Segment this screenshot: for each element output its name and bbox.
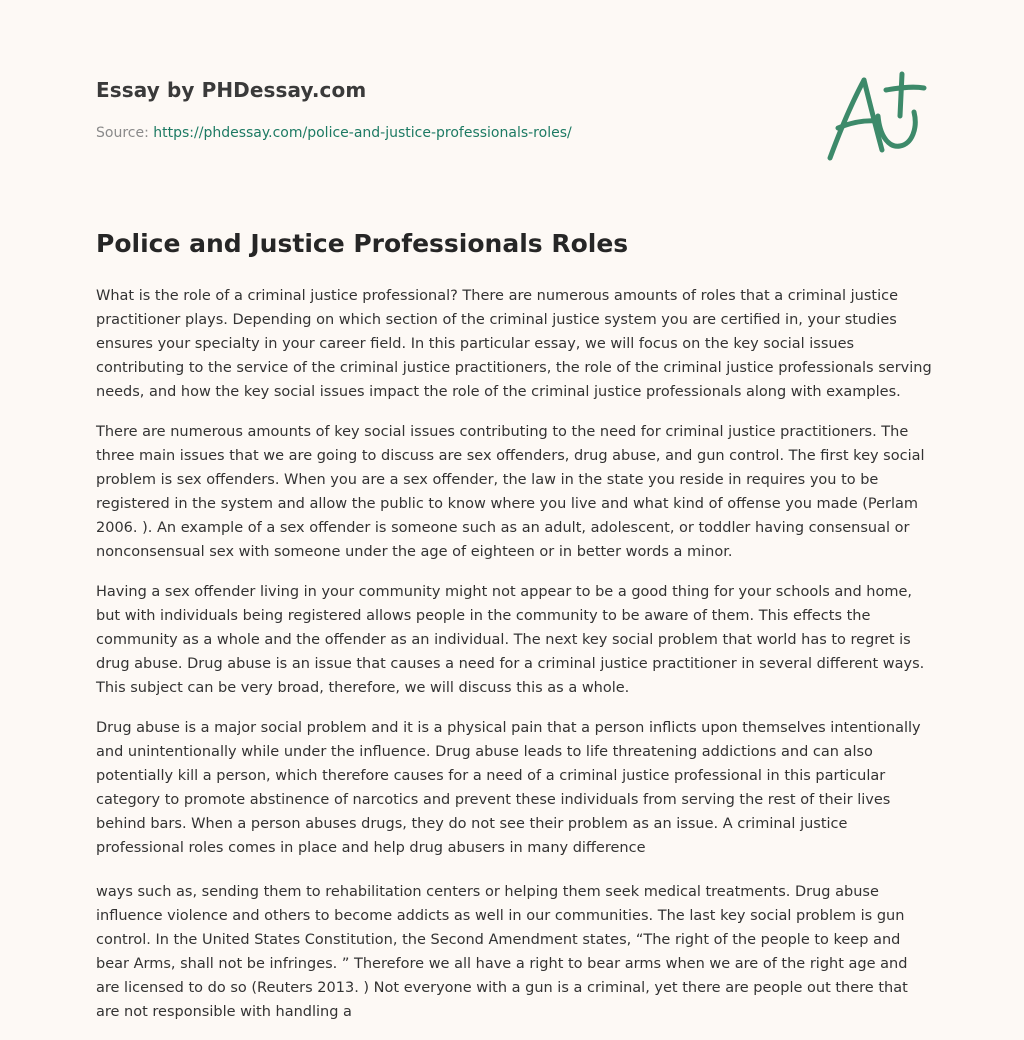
essay-paragraph: What is the role of a criminal justice professional? There are numerous amounts of roles that a criminal justice practitioner plays. Depending on which section of the criminal justice system you are certified in, your studies ensures your specialty in your career field. In this particular essay, we will focus on the key social issues contributing to the service of the criminal justice practitioners, the role of the criminal justice professionals serving needs, and how the key social issues impact the role of the criminal justice professionals along with examples. [96, 288, 932, 400]
source-line [96, 124, 572, 142]
a-plus-logo-icon [820, 66, 930, 166]
essay-paragraph: Having a sex offender living in your community might not appear to be a good thing for your schools and home, but with individuals being registered allows people in the community to be aware of them. This effects the community as a whole and the offender as an individual. The next key social problem that world has to regret is drug abuse. Drug abuse is an issue that causes a need for a criminal justice practitioner in several different ways. This subject can be very broad, therefore, we will discuss this as a whole. [96, 584, 925, 696]
essay-paragraph: Drug abuse is a major social problem and it is a physical pain that a person inflicts upon themselves intentionally and unintentionally while under the influence. Drug abuse leads to life threatening addictions and can also potentially kill a person, which therefore causes for a need of a criminal justice professional in this particular category to promote abstinence of narcotics and prevent these individuals from serving the rest of their lives behind bars. When a person abuses drugs, they do not see their problem as an issue. A criminal justice professional roles comes in place and help drug abusers in many difference [96, 720, 921, 856]
brand-title: Essay by PHDessay.com [96, 78, 367, 102]
essay-paragraph: There are numerous amounts of key social issues contributing to the need for criminal justice practitioners. The three main issues that we are going to discuss are sex offenders, drug abuse, and gun control. The first key social problem is sex offenders. When you are a sex offender, the law in the state you reside in requires you to be registered in the system and allow the public to know where you live and what kind of offense you made (Perlam 2006. ). An example of a sex offender is someone such as an adult, adolescent, or toddler having consensual or nonconsensual sex with someone under the age of eighteen or in better words a minor. [96, 424, 925, 560]
page-header [96, 76, 796, 104]
source-link[interactable]: https://phdessay.com/police-and-justice-professionals-roles/ [153, 125, 572, 141]
essay-title: Police and Justice Professionals Roles [96, 229, 629, 258]
source-label: Source: [96, 125, 149, 141]
essay-paragraph: ways such as, sending them to rehabilitation centers or helping them seek medical treatments. Drug abuse influence violence and others to become addicts as well in our communities. The last key social problem is gun control. In the United States Constitution, the Second Amendment states, “The right of the people to keep and bear Arms, shall not be infringes. ” Therefore we all have a right to bear arms when we are of the right age and are licensed to do so (Reuters 2013. ) Not everyone with a gun is a criminal, yet there are people out there that are not responsible with handling a [96, 884, 908, 1020]
essay-body [96, 284, 932, 1040]
